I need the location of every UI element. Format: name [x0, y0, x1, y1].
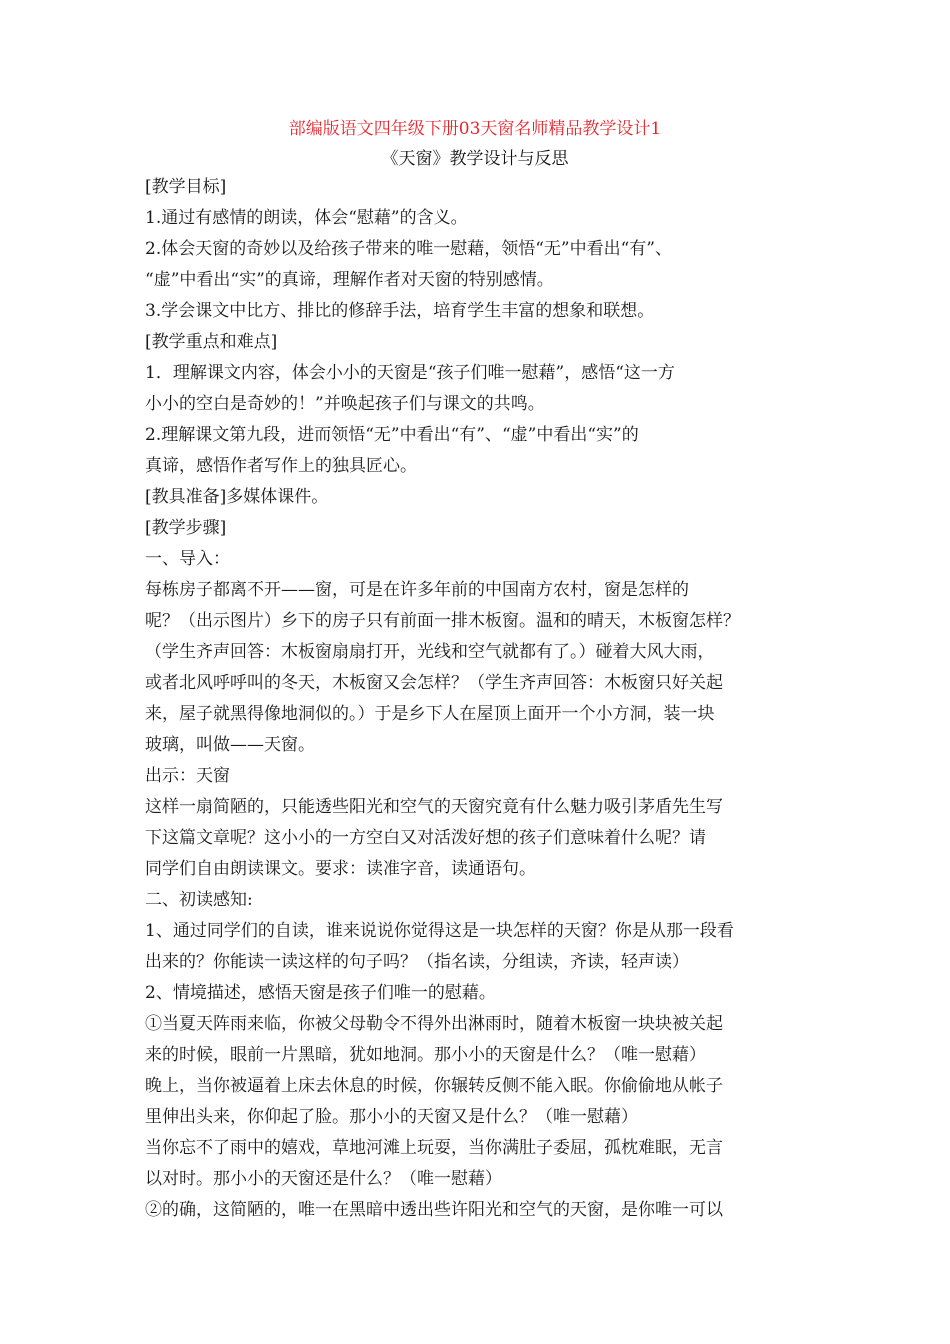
body-line: 二、初读感知:	[145, 890, 253, 910]
body-line: “虚”中看出“实”的真谛，理解作者对天窗的特别感情。	[145, 270, 554, 290]
body-line: 或者北风呼呼叫的冬天，木板窗又会怎样？（学生齐声回答：木板窗只好关起	[145, 673, 723, 693]
body-line: 2.理解课文第九段，进而领悟“无”中看出“有”、“虚”中看出“实”的	[145, 425, 639, 445]
body-line: 1．理解课文内容，体会小小的天窗是“孩子们唯一慰藉”，感悟“这一方	[145, 363, 675, 383]
body-line: 2.体会天窗的奇妙以及给孩子带来的唯一慰藉，领悟“无”中看出“有”、	[145, 239, 672, 259]
body-line: 呢？（出示图片）乡下的房子只有前面一排木板窗。温和的晴天，木板窗怎样？	[145, 611, 740, 631]
body-line: 以对时。那小小的天窗还是什么？（唯一慰藉）	[145, 1169, 502, 1189]
body-line: 每栋房子都离不开——窗，可是在许多年前的中国南方农村，窗是怎样的	[145, 580, 689, 600]
body-line: 里伸出头来，你仰起了脸。那小小的天窗又是什么？（唯一慰藉）	[145, 1107, 638, 1127]
body-line: 下这篇文章呢？这小小的一方空白又对活泼好想的孩子们意味着什么呢？请	[145, 828, 706, 848]
body-line: 真谛，感悟作者写作上的独具匠心。	[145, 456, 417, 476]
body-line: 同学们自由朗读课文。要求：读准字音，读通语句。	[145, 859, 536, 879]
body-line: [教学目标]	[145, 177, 227, 197]
body-line: 这样一扇简陋的，只能透些阳光和空气的天窗究竟有什么魅力吸引茅盾先生写	[145, 797, 723, 817]
body-line: 小小的空白是奇妙的！”并唤起孩子们与课文的共鸣。	[145, 394, 545, 414]
body-line: 3.学会课文中比方、排比的修辞手法，培育学生丰富的想象和联想。	[145, 301, 655, 321]
body-line: [教具准备]多媒体课件。	[145, 487, 329, 507]
body-line: （学生齐声回答：木板窗扇扇打开，光线和空气就都有了。）碰着大风大雨，	[145, 642, 715, 662]
document-body	[145, 172, 825, 1226]
body-line: 来，屋子就黑得像地洞似的。）于是乡下人在屋顶上面开一个小方洞，装一块	[145, 704, 715, 724]
body-line: [教学步骤]	[145, 518, 227, 538]
document-title: 部编版语文四年级下册03天窗名师精品教学设计1	[288, 119, 662, 139]
body-line: 1、通过同学们的自读，谁来说说你觉得这是一块怎样的天窗？你是从那一段看	[145, 921, 734, 941]
document-subtitle: 《天窗》教学设计与反思	[381, 149, 569, 169]
body-line: 2、情境描述，感悟天窗是孩子们唯一的慰藉。	[145, 983, 496, 1003]
body-line: 晚上，当你被逼着上床去休息的时候，你辗转反侧不能入眠。你偷偷地从帐子	[145, 1076, 723, 1096]
body-line: 玻璃，叫做——天窗。	[145, 735, 315, 755]
body-line: ②的确，这简陋的，唯一在黑暗中透出些许阳光和空气的天窗，是你唯一可以	[145, 1200, 723, 1220]
body-line: 1.通过有感情的朗读，体会“慰藉”的含义。	[145, 208, 468, 228]
body-line: 一、导入：	[145, 549, 230, 569]
body-line: 出示：天窗	[145, 766, 230, 786]
body-line: 来的时候，眼前一片黑暗，犹如地洞。那小小的天窗是什么？（唯一慰藉）	[145, 1045, 706, 1065]
body-line: ①当夏天阵雨来临，你被父母勒令不得外出淋雨时，随着木板窗一块块被关起	[145, 1014, 723, 1034]
body-line: 出来的？你能读一读这样的句子吗？（指名读，分组读，齐读，轻声读）	[145, 952, 689, 972]
body-line: [教学重点和难点]	[145, 332, 278, 352]
body-line: 当你忘不了雨中的嬉戏，草地河滩上玩耍，当你满肚子委屈，孤枕难眠，无言	[145, 1138, 723, 1158]
